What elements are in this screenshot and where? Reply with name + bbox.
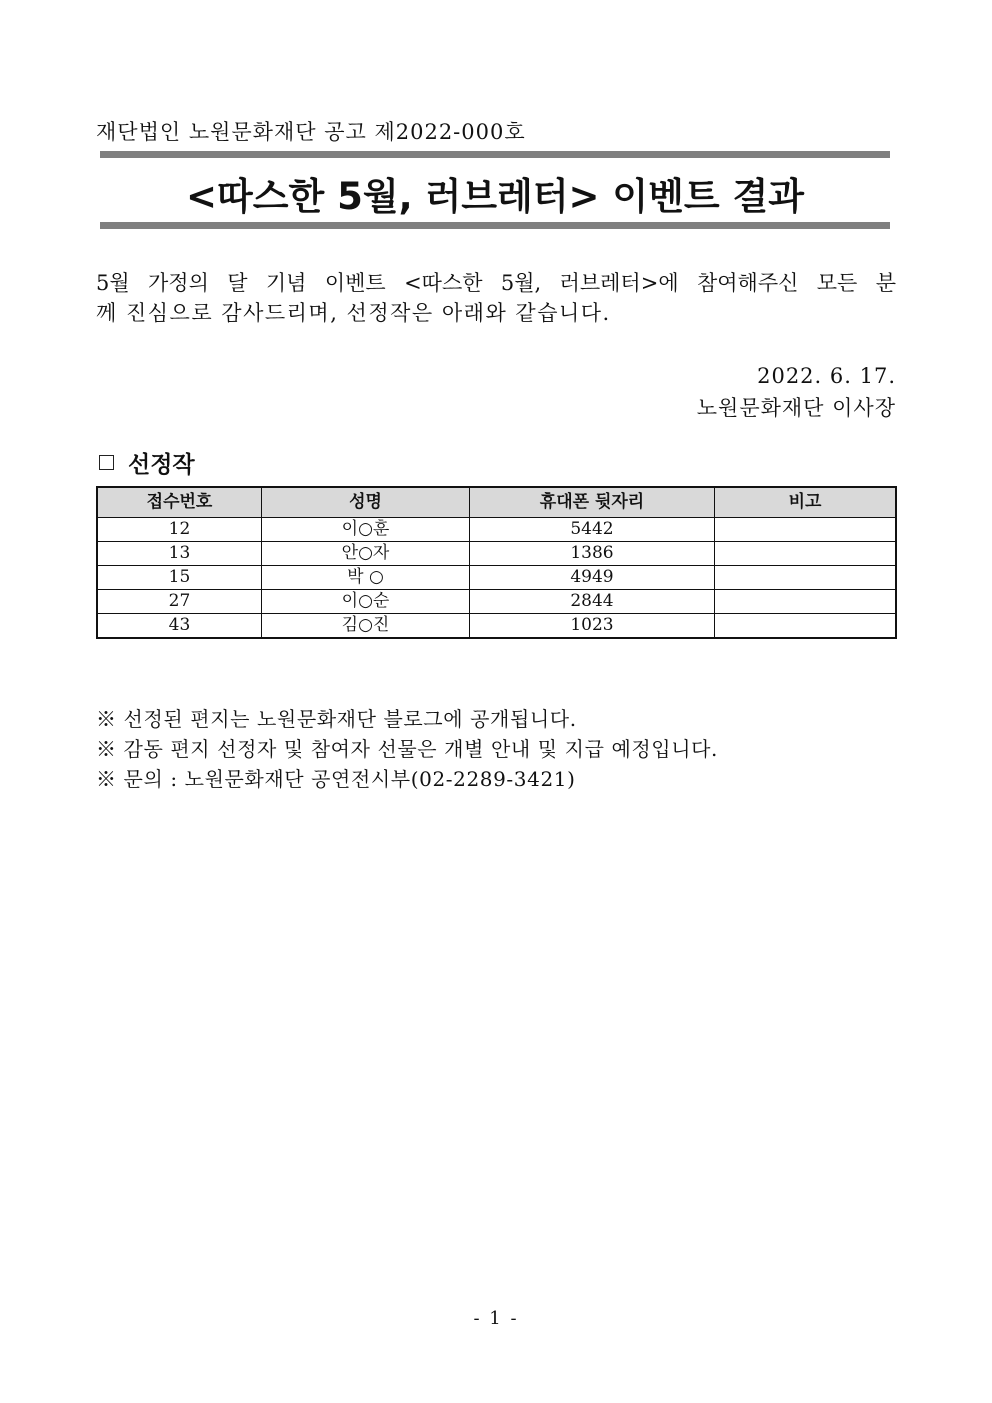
cell-remarks: [715, 542, 897, 566]
cell-phone: 1023: [470, 614, 715, 639]
checkbox-icon: [99, 455, 114, 470]
cell-remarks: [715, 518, 897, 542]
header-phone-last-digits: 휴대폰 뒷자리: [470, 487, 715, 518]
cell-name: 김○진: [262, 614, 470, 639]
cell-phone: 5442: [470, 518, 715, 542]
section-heading-label: 선정작: [128, 452, 195, 478]
cell-name: 안○자: [262, 542, 470, 566]
title-rule-bottom: [100, 222, 890, 229]
page-number: - 1 -: [473, 1308, 519, 1329]
note-blog: ※ 선정된 편지는 노원문화재단 블로그에 공개됩니다.: [96, 707, 577, 731]
header-name: 성명: [262, 487, 470, 518]
issue-date: 2022. 6. 17.: [757, 364, 896, 388]
cell-entry-number: 27: [97, 590, 262, 614]
section-heading: [96, 446, 195, 479]
cell-phone: 4949: [470, 566, 715, 590]
cell-entry-number: 43: [97, 614, 262, 639]
cell-entry-number: 13: [97, 542, 262, 566]
intro-line-2: 께 진심으로 감사드리며, 선정작은 아래와 같습니다.: [96, 301, 611, 325]
cell-phone: 1386: [470, 542, 715, 566]
cell-entry-number: 15: [97, 566, 262, 590]
cell-name: 박 ○: [262, 566, 470, 590]
header-entry-number: 접수번호: [97, 487, 262, 518]
header-remarks: 비고: [715, 487, 897, 518]
signature-block: [697, 360, 896, 424]
cell-name: 이○순: [262, 590, 470, 614]
cell-remarks: [715, 566, 897, 590]
table-row: [97, 614, 896, 639]
intro-paragraph: [96, 268, 896, 328]
notice-number: 재단법인 노원문화재단 공고 제2022-000호: [96, 120, 526, 144]
table-row: [97, 590, 896, 614]
note-contact: ※ 문의 : 노원문화재단 공연전시부(02-2289-3421): [96, 767, 576, 791]
intro-line-1: 5월 가정의 달 기념 이벤트 <따스한 5월, 러브레터>에 참여해주신 모든 분: [96, 271, 896, 295]
note-gifts: ※ 감동 편지 선정자 및 참여자 선물은 개별 안내 및 지급 예정입니다.: [96, 737, 719, 761]
cell-name: 이○훈: [262, 518, 470, 542]
issuer: 노원문화재단 이사장: [696, 396, 896, 420]
title-rule-top: [100, 151, 890, 158]
table-row: [97, 566, 896, 590]
winners-table: [96, 486, 897, 639]
notes-list: [96, 704, 718, 794]
cell-remarks: [715, 614, 897, 639]
cell-entry-number: 12: [97, 518, 262, 542]
cell-phone: 2844: [470, 590, 715, 614]
table-header-row: [97, 487, 896, 518]
table-row: [97, 542, 896, 566]
page-title: <따스한 5월, 러브레터> 이벤트 결과: [186, 175, 804, 218]
cell-remarks: [715, 590, 897, 614]
table-row: [97, 518, 896, 542]
